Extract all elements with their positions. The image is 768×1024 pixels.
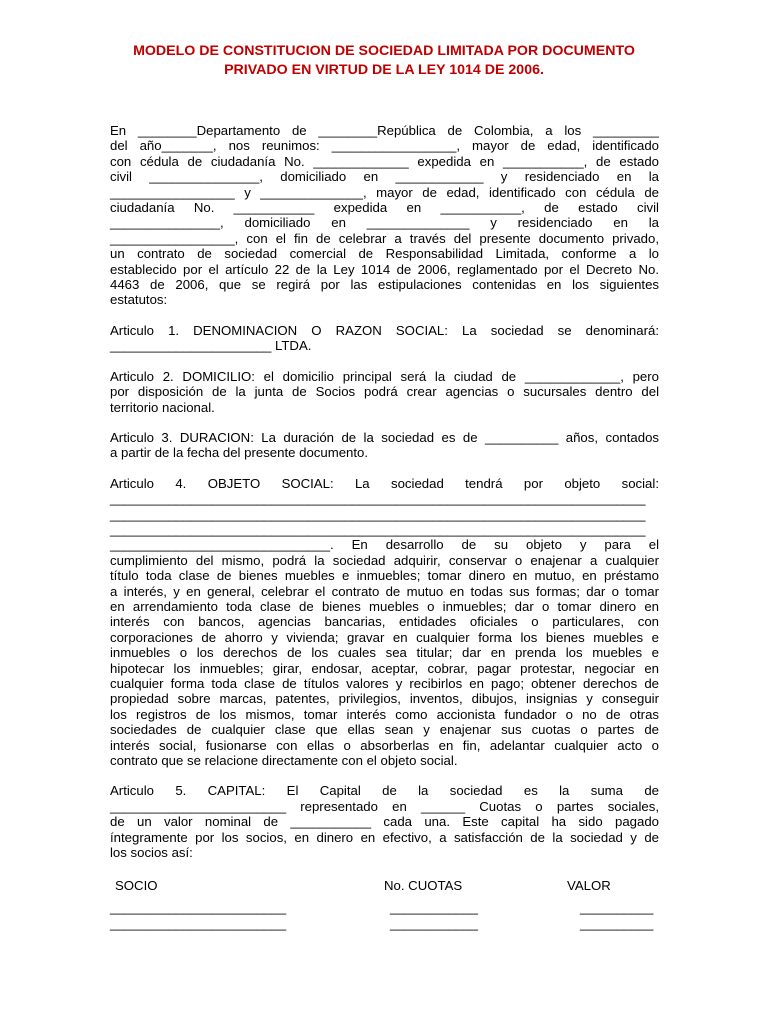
- text-line: cumplimiento del mismo, podrá la sociedad adquirir, conservar o enajenar a cualquier: [110, 552, 659, 568]
- text-line: ______________________ LTDA.: [110, 338, 312, 354]
- text-line: íntegramente por los socios, en dinero en efectivo, a satisfacción de la sociedad y de: [110, 829, 659, 845]
- text-line: Articulo 3. DURACION: La duración de la sociedad es de __________ años, contados: [110, 429, 659, 445]
- text-line: hipotecar los inmuebles; girar, endosar, aceptar, cobrar, pagar protestar, negociar en: [110, 660, 659, 676]
- table-row: [110, 916, 659, 932]
- capital-table: [110, 878, 659, 932]
- text-line: ______________________________. En desarrollo de su objeto y para el: [110, 537, 659, 553]
- text-line: ciudadanía No. ___________ expedida en ___________, de estado civil: [110, 200, 659, 216]
- text-line: a interés, y en general, celebrar el contrato de mutuo en todas sus formas; dar o tomar: [110, 583, 659, 599]
- text-line: _________________________________________________________________________: [110, 506, 646, 522]
- row-1-socio: ________________________: [110, 900, 287, 915]
- capital-table-header: [110, 878, 659, 894]
- text-line: Articulo 4. OBJETO SOCIAL: La sociedad tendrá por objeto social:: [110, 475, 659, 491]
- text-line: título toda clase de bienes muebles e inmuebles; tomar dinero en mutuo, en préstamo: [110, 568, 659, 584]
- text-line: por disposición de la junta de Socios podrá crear agencias o sucursales dentro del: [110, 384, 659, 400]
- text-line: civil _______________, domiciliado en ____________ y residenciado en la: [110, 169, 659, 185]
- row-1-cuotas: ____________: [390, 900, 479, 915]
- article-1-paragraph: [110, 323, 659, 354]
- text-line: cualquier forma toda clase de títulos valores y recibirlos en pago; obtener derechos de: [110, 676, 659, 691]
- text-line: interés social, fusionarse con ellas o absorberlas en fin, adelantar cualquier acto o: [110, 737, 659, 753]
- text-line: establecido por el artículo 22 de la Ley 1014 de 2006, reglamentado por el Decreto No.: [110, 261, 659, 277]
- text-line: sociedades de cualquier clase que ellas sean y enajenar sus cuotas o partes de: [110, 722, 659, 738]
- text-line: los socios así:: [110, 845, 193, 861]
- header-valor: VALOR: [567, 878, 611, 893]
- title-line-1: MODELO DE CONSTITUCION DE SOCIEDAD LIMITADA POR DOCUMENTO: [133, 43, 635, 59]
- intro-paragraph: [110, 123, 659, 308]
- text-line: En ________Departamento de ________República de Colombia, a los _________: [110, 123, 659, 138]
- text-line: de un valor nominal de ___________ cada una. Este capital ha sido pagado: [110, 814, 659, 830]
- text-line: _________________ y ______________, mayor de edad, identificado con cédula de: [110, 184, 659, 200]
- text-line: del año_______, nos reunimos: _________________, mayor de edad, identificado: [110, 138, 659, 154]
- text-line: estatutos:: [110, 292, 168, 308]
- row-1-valor: __________: [580, 900, 654, 915]
- header-cuotas: No. CUOTAS: [384, 878, 463, 893]
- row-2-valor: __________: [580, 916, 654, 931]
- row-2-cuotas: ____________: [390, 916, 479, 931]
- article-3-paragraph: [110, 430, 659, 461]
- text-line: un contrato de sociedad comercial de Responsabilidad Limitada, conforme a lo: [110, 246, 659, 262]
- article-5-paragraph: [110, 783, 659, 860]
- text-line: _______________, domiciliado en ______________ y residenciado en la: [110, 215, 659, 231]
- text-line: _________________, con el fin de celebrar a través del presente documento privado,: [110, 230, 659, 246]
- text-line: interés con bancos, agencias bancarias, entidades oficiales o particulares, con: [110, 614, 659, 630]
- text-line: contrato que se relacione directamente con el objeto social.: [110, 753, 458, 769]
- table-row: [110, 900, 659, 916]
- text-line: _________________________________________________________________________: [110, 491, 646, 507]
- header-socio: SOCIO: [115, 878, 158, 893]
- text-line: _________________________________________________________________________: [110, 521, 646, 537]
- text-line: los registros de los mismos, tomar interés como accionista fundador o no de otras: [110, 706, 659, 722]
- text-line: territorio nacional.: [110, 399, 215, 415]
- text-line: ________________________ representado en ______ Cuotas o partes sociales,: [110, 798, 659, 814]
- text-line: 4463 de 2006, que se regirá por las estipulaciones contenidas en los siguientes: [110, 277, 659, 293]
- text-line: Articulo 5. CAPITAL: El Capital de la sociedad es la suma de: [110, 783, 659, 799]
- text-line: corporaciones de ahorro y vivienda; gravar en cualquier forma los bienes muebles e: [110, 629, 659, 645]
- text-line: propiedad sobre marcas, patentes, privilegios, inventos, dibujos, insignias y conseguir: [110, 691, 659, 707]
- text-line: Articulo 2. DOMICILIO: el domicilio principal será la ciudad de _____________, pero: [110, 368, 659, 384]
- text-line: con cédula de ciudadanía No. _____________ expedida en ___________, de estado: [110, 153, 659, 169]
- document-title: [95, 42, 673, 80]
- title-line-2: PRIVADO EN VIRTUD DE LA LEY 1014 DE 2006.: [224, 62, 544, 78]
- text-line: Articulo 1. DENOMINACION O RAZON SOCIAL: La sociedad se denominará:: [110, 322, 659, 338]
- text-line: en arrendamiento toda clase de bienes muebles o inmuebles; dar o tomar dinero en: [110, 598, 659, 614]
- document-body: [110, 123, 659, 875]
- row-2-socio: ________________________: [110, 916, 287, 931]
- text-line: inmuebles o los derechos de los cuales sea titular; dar en prenda los muebles e: [110, 645, 659, 661]
- article-4-paragraph: [110, 476, 659, 769]
- text-line: a partir de la fecha del presente documento.: [110, 445, 369, 461]
- article-2-paragraph: [110, 369, 659, 415]
